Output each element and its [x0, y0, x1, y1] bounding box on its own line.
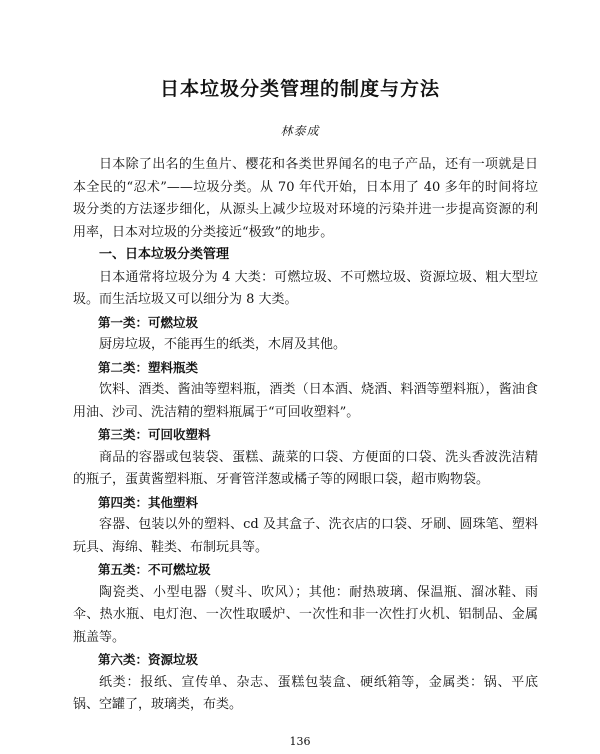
category-heading-3: 第三类：可回收塑料 — [98, 427, 211, 442]
document-title: 日本垃圾分类管理的制度与方法 — [159, 78, 440, 100]
category-heading-4: 第四类：其他塑料 — [98, 494, 199, 510]
category-text-3: 商品的容器或包装袋、蛋糕、蔬菜的口袋、方便面的口袋、洗头香波洗洁精的瓶子，蛋黄酱塑料瓶、牙膏管洋葱或橘子等的网眼口袋，超市购物袋。 — [73, 449, 538, 487]
category-text-4: 容器、包装以外的塑料、cd 及其盒子、洗衣店的口袋、牙刷、圆珠笔、塑料玩具、海绵、鞋类、布制玩具等。 — [73, 517, 538, 555]
section-heading: 一、日本垃圾分类管理 — [99, 247, 230, 262]
category-text-5: 陶瓷类、小型电器（熨斗、吹风）；其他：耐热玻璃、保温瓶、溜冰鞋、雨伞、热水瓶、电灯泡、一次性取暖炉、一次性和非一次性打火机、铝制品、金属瓶盖等。 — [73, 584, 538, 645]
category-heading-5: 第五类：不可燃垃圾 — [98, 562, 211, 577]
document-body — [73, 154, 538, 717]
intro-paragraph: 日本除了出名的生鱼片、樱花和各类世界闻名的电子产品，还有一项就是日本全民的“忍术”——垃圾分类。从 70 年代开始，日本用了 40 多年的时间将垃圾分类的方法逐步细化，从源头上减少垃圾对环境的污染并进一步提高资源的利用率，日本对垃圾的分类接近“极致”的地步。 — [73, 157, 538, 240]
category-heading-2: 第二类：塑料瓶类 — [98, 359, 199, 375]
category-text-6: 纸类：报纸、宣传单、杂志、蛋糕包装盒、硬纸箱等，金属类：锅、平底锅、空罐了，玻璃类，布类。 — [73, 674, 538, 712]
page-number: 136 — [289, 735, 311, 748]
category-heading-6: 第六类：资源垃圾 — [98, 652, 199, 667]
category-heading-1: 第一类：可燃垃圾 — [98, 314, 199, 330]
section-paragraph: 日本通常将垃圾分为 4 大类：可燃垃圾、不可燃垃圾、资源垃圾、粗大型垃圾。而生活垃圾又可以细分为 8 大类。 — [73, 269, 538, 307]
category-text-1: 厨房垃圾，不能再生的纸类，木屑及其他。 — [99, 337, 347, 352]
author-name: 林泰成 — [280, 124, 320, 138]
category-text-2: 饮料、酒类、酱油等塑料瓶，酒类（日本酒、烧酒、料酒等塑料瓶），酱油食用油、沙司、洗洁精的塑料瓶属于“可回收塑料”。 — [73, 382, 538, 420]
